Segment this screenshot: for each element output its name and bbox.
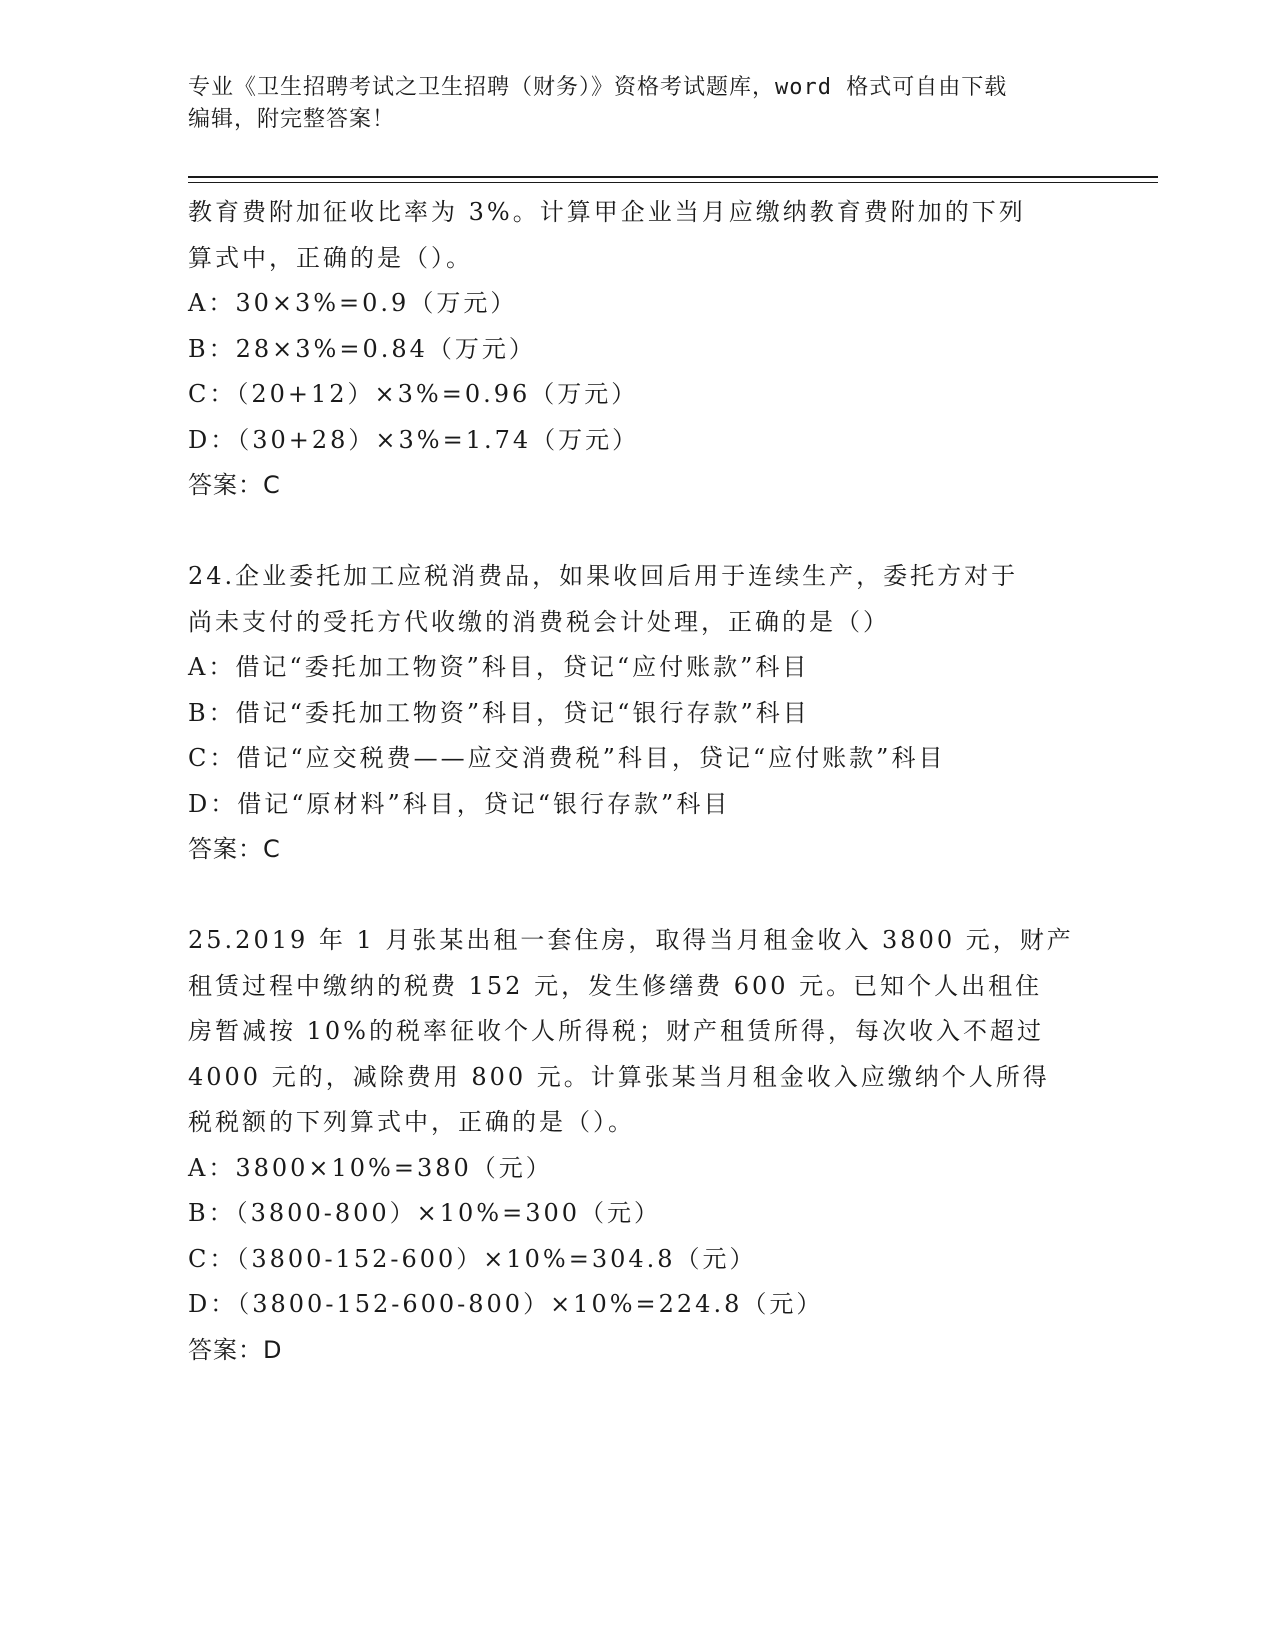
option-b: B：借记“委托加工物资”科目，贷记“银行存款”科目 xyxy=(188,698,810,727)
option-a: A：30×3%=0.9（万元） xyxy=(188,289,518,317)
question-stem-line: 教育费附加征收比率为 3%。计算甲企业当月应缴纳教育费附加的下列 xyxy=(188,198,1026,226)
question-spacer xyxy=(188,873,1088,919)
header-line-2: 编辑，附完整答案！ xyxy=(188,107,396,132)
question-block xyxy=(188,918,1088,1373)
question-spacer xyxy=(188,509,1088,555)
option-b: B：28×3%=0.84（万元） xyxy=(188,334,536,363)
question-list xyxy=(188,190,1088,1373)
option-d: D：（30+28）×3%=1.74（万元） xyxy=(188,425,640,454)
question-stem-line: 税税额的下列算式中，正确的是（）。 xyxy=(188,1108,635,1136)
option-b: B：（3800-800）×10%=300（元） xyxy=(188,1199,662,1227)
option-a: A：借记“委托加工物资”科目，贷记“应付账款”科目 xyxy=(188,653,810,681)
option-a: A：3800×10%=380（元） xyxy=(188,1153,553,1182)
question-stem-line: 算式中，正确的是（）。 xyxy=(188,243,473,272)
question-stem-line: 4000 元的，减除费用 800 元。计算张某当月租金收入应缴纳个人所得 xyxy=(188,1062,1050,1091)
question-block xyxy=(188,554,1088,873)
question-block xyxy=(188,190,1088,509)
question-stem-line: 尚未支付的受托方代收缴的消费税会计处理，正确的是（） xyxy=(188,607,890,636)
question-stem-line: 25.2019 年 1 月张某出租一套住房，取得当月租金收入 3800 元，财产 xyxy=(188,926,1074,954)
document-header xyxy=(188,72,1068,136)
question-stem-line: 房暂减按 10%的税率征收个人所得税；财产租赁所得，每次收入不超过 xyxy=(188,1017,1044,1045)
header-divider-thin xyxy=(188,182,1158,183)
option-d: D：（3800-152-600-800）×10%=224.8（元） xyxy=(188,1290,824,1318)
option-c: C：（3800-152-600）×10%=304.8（元） xyxy=(188,1244,757,1273)
question-stem-line: 24.企业委托加工应税消费品，如果收回后用于连续生产，委托方对于 xyxy=(188,562,1019,590)
answer-line: 答案：D xyxy=(188,1335,283,1364)
option-d: D：借记“原材料”科目，贷记“银行存款”科目 xyxy=(188,789,731,818)
option-c: C：借记“应交税费——应交消费税”科目，贷记“应付账款”科目 xyxy=(188,744,946,772)
header-divider-thick xyxy=(188,176,1158,178)
question-stem-line: 租赁过程中缴纳的税费 152 元，发生修缮费 600 元。已知个人出租住 xyxy=(188,971,1043,1000)
answer-line: 答案：C xyxy=(188,835,281,863)
answer-line: 答案：C xyxy=(188,471,281,499)
option-c: C：（20+12）×3%=0.96（万元） xyxy=(188,380,639,408)
header-line-1: 专业《卫生招聘考试之卫生招聘（财务）》资格考试题库，word 格式可自由下载 xyxy=(188,75,1008,100)
